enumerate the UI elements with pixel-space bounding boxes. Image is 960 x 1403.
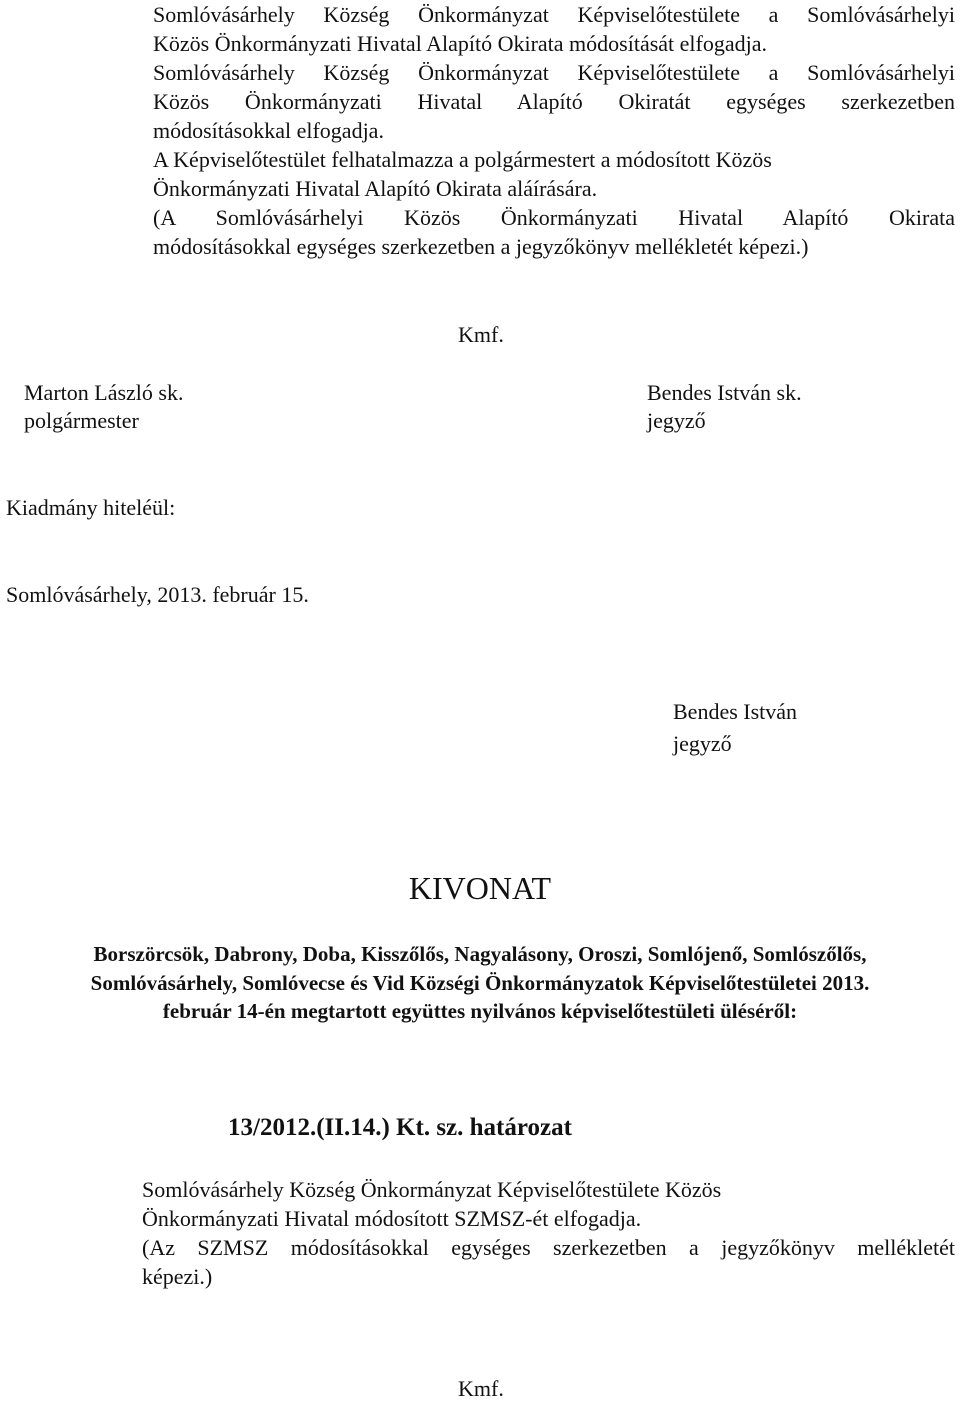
heading-line: február 14-én megtartott együttes nyilvános képviselőtestületi üléséről: — [162, 999, 798, 1023]
extract-body — [142, 1175, 955, 1291]
text-line: (Az SZMSZ módosításokkal egységes szerkezetben a jegyzőkönyv mellékletét — [142, 1235, 955, 1260]
text-line: Közös Önkormányzati Hivatal Alapító Okirata módosítását elfogadja. — [153, 31, 768, 56]
mayor-name: Marton László sk. — [24, 380, 184, 405]
mayor-title: polgármester — [24, 408, 139, 433]
text-line: képezi.) — [142, 1264, 213, 1289]
paragraph-consolidated-adoption — [153, 58, 955, 145]
notary-title: jegyző — [647, 408, 706, 433]
certifier-name: Bendes István — [673, 699, 798, 724]
place-date: Somlóvásárhely, 2013. február 15. — [6, 582, 309, 607]
text-line: Somlóvásárhely Község Önkormányzat Képviselőtestülete Közös — [142, 1177, 722, 1202]
resolution-text — [153, 0, 955, 261]
text-line: módosításokkal elfogadja. — [153, 118, 384, 143]
notary-signature — [647, 379, 802, 435]
text-line: Közös Önkormányzati Hivatal Alapító Okiratát egységes szerkezetben — [153, 89, 955, 114]
extract-kmf-label: Kmf. — [458, 1376, 504, 1401]
certifier-signature — [673, 696, 797, 760]
notary-name: Bendes István sk. — [647, 380, 802, 405]
text-line: Önkormányzati Hivatal Alapító Okirata aláírására. — [153, 176, 598, 201]
kmf-label: Kmf. — [458, 322, 504, 347]
text-line: Somlóvásárhely Község Önkormányzat Képviselőtestülete a Somlóvásárhelyi — [153, 2, 955, 27]
certifier-title: jegyző — [673, 731, 732, 756]
resolution-number: 13/2012.(II.14.) Kt. sz. határozat — [228, 1114, 572, 1141]
text-line: módosításokkal egységes szerkezetben a jegyzőkönyv mellékletét képezi.) — [153, 234, 809, 259]
text-line: Önkormányzati Hivatal módosított SZMSZ-ét elfogadja. — [142, 1206, 642, 1231]
text-line: Somlóvásárhely Község Önkormányzat Képviselőtestülete a Somlóvásárhelyi — [153, 60, 955, 85]
mayor-signature — [24, 379, 183, 435]
paragraph-authorization — [153, 145, 955, 203]
text-line: (A Somlóvásárhelyi Közös Önkormányzati Hivatal Alapító Okirata — [153, 205, 955, 230]
text-line: A Képviselőtestület felhatalmazza a polgármestert a módosított Közös — [153, 147, 772, 172]
certification-label: Kiadmány hiteléül: — [6, 495, 176, 520]
paragraph-annex-note — [153, 203, 955, 261]
heading-line: Somlóvásárhely, Somlóvecse és Vid Községi Önkormányzatok Képviselőtestületei 2013. — [90, 970, 870, 995]
paragraph-adoption — [153, 0, 955, 58]
heading-line: Borszörcsök, Dabrony, Doba, Kisszőlős, Nagyalásony, Oroszi, Somlójenő, Somlószőlős, — [93, 942, 867, 966]
extract-heading — [0, 940, 960, 1026]
extract-title: KIVONAT — [408, 870, 552, 906]
